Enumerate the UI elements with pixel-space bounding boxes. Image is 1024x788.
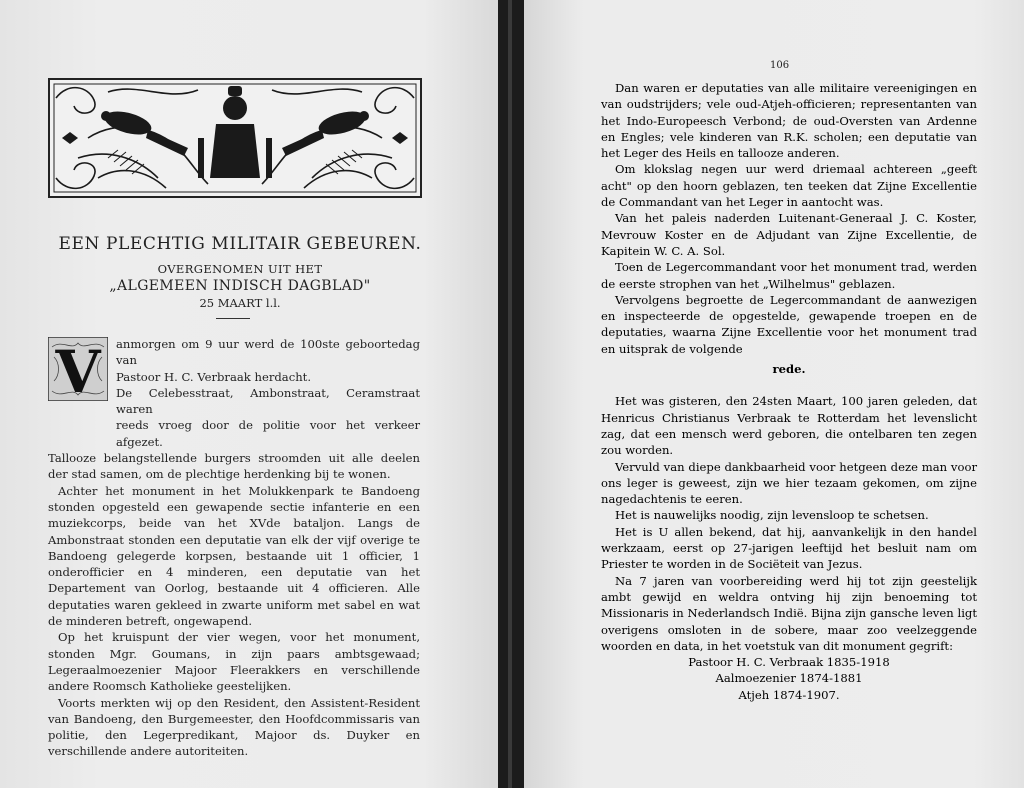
dropcap-line-3: De Celebesstraat, Ambonstraat, Ceramstraat waren (116, 385, 420, 417)
dropcap-line-1: anmorgen om 9 uur werd de 100ste geboortedag van (116, 337, 420, 368)
subtitle-date: 25 MAART l.l. (199, 296, 281, 310)
paragraph: Achter het monument in het Molukkenpark te Bandoeng stonden opgesteld een gewapende sectie infanterie en een muziekcorps, beide van het XVde bataljon. Langs de Ambonstraat stonden een deputatie van elk der vijf overige te Bandoeng gelegerde korpsen, bestaande uit 1 officier, 1 onderofficier en 4 minderen, een deputatie van het Departement van Oorlog, bestaande uit 4 officieren. Alle deputaties waren gekleed in zwarte uniform met sabel en wat de minderen betreft, ongewapend. (48, 483, 420, 629)
paragraph: Het is nauwelijks noodig, zijn levensloop te schetsen. (615, 508, 929, 523)
subtitle-newspaper: „ALGEMEEN INDISCH DAGBLAD" (109, 278, 371, 294)
paragraph: Voorts merkten wij op den Resident, den Assistent-Resident van Bandoeng, den Burgemeester, den Hoofdcommissaris van politie, den Legerpredikant, Majoor ds. Duyker en verschillende andere autoriteiten. (48, 695, 420, 759)
left-page (0, 0, 498, 788)
section-heading: rede. (772, 362, 806, 377)
paragraph: Dan waren er deputaties van alle militaire vereenigingen en van oudstrijders; vele oud-Atjeh-officieren; representanten van het Indo-Europeesch Verbond; de oud-Oversten van Ardenne en Engles; vele kinderen van R.K. scholen; een deputatie van het Leger des Heils en tallooze anderen. (601, 81, 977, 161)
paragraph: Vervuld van diepe dankbaarheid voor hetgeen deze man voor ons leger is geweest, zijn we hier tezaam gekomen, om zijne nagedachtenis te eeren. (601, 459, 977, 507)
article-title: EEN PLECHTIG MILITAIR GEBEUREN. (58, 234, 422, 254)
paragraph: Tallooze belangstellende burgers stroomden uit alle deelen der stad samen, om de plechtige herdenking bij te wonen. (48, 451, 420, 482)
inscription-line: Pastoor H. C. Verbraak 1835-1918 (688, 655, 890, 670)
paragraph: Van het paleis naderden Luitenant-Generaal J. C. Koster, Mevrouw Koster en de Adjudant van Zijne Excellentie, de Kapitein W. C. A. Sol. (601, 211, 977, 258)
article-body-right (601, 80, 977, 703)
paragraph: Toen de Legercommandant voor het monument trad, werden de eerste strophen van het „Wilhelmus" geblazen. (601, 260, 977, 291)
title-divider (216, 318, 250, 319)
paragraph: Het was gisteren, den 24sten Maart, 100 jaren geleden, dat Henricus Christianus Verbraak te Rotterdam het levenslicht zag, dat een mensch werd geboren, die ontelbaren ten zegen zou worden. (601, 394, 977, 458)
book-gutter (498, 0, 524, 788)
inscription-line: Atjeh 1874-1907. (738, 687, 840, 702)
dropcap-line-2: Pastoor H. C. Verbraak herdacht. (116, 369, 312, 384)
paragraph: Het is U allen bekend, dat hij, aanvankelijk in den handel werkzaam, eerst op 27-jarigen leeftijd het besluit nam om Priester te worden in de Sociëteit van Jezus. (601, 524, 977, 572)
inscription-line: Aalmoezenier 1874-1881 (715, 671, 863, 686)
page-number: 106 (770, 60, 790, 71)
dropcap-line-4: reeds vroeg door de politie voor het verkeer afgezet. (116, 418, 420, 449)
article-body-left (48, 336, 420, 760)
paragraph: Vervolgens begroette de Legercommandant de aanwezigen en inspecteerde de opgestelde, gewapende troepen en de deputaties, waarna Zijne Excellentie voor het monument trad en uitsprak de volgende (601, 292, 977, 356)
paragraph: Om klokslag negen uur werd driemaal achtereen „geeft acht" op den hoorn geblazen, ten teeken dat Zijne Excellentie de Commandant van het Leger in aantocht was. (601, 162, 977, 210)
paragraph: Na 7 jaren van voorbereiding werd hij tot zijn geestelijk ambt gewijd en weldra ontving hij zijn benoeming tot Missionaris in Nederlandsch Indië. Bijna zijn gansche leven ligt overigens omsloten in de sobere, maar zoo veelzeggende woorden en data, in het voetstuk van dit monument gegrift: (601, 573, 977, 653)
svg-text:V: V (55, 338, 101, 401)
subtitle-source: OVERGENOMEN UIT HET (157, 262, 323, 276)
paragraph: Op het kruispunt der vier wegen, voor het monument, stonden Mgr. Goumans, in zijn paars ambtsgewaad; Legeraalmoezenier Majoor Fleerakkers en verschillende andere Roomsch Katholieke geestelijken. (48, 630, 420, 694)
ornamental-banner-illustration (48, 78, 422, 198)
